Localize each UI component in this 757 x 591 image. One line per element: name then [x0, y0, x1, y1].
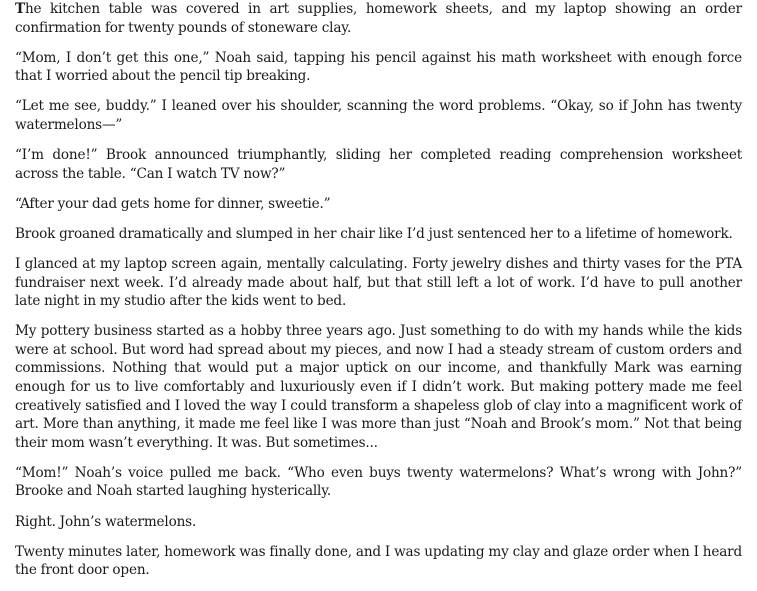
- paragraph-3: “Let me see, buddy.” I leaned over his shoulder, scanning the word problems. “Okay, so if John has twenty watermelons—”: [15, 98, 742, 133]
- paragraph-1-text: he kitchen table was covered in art supplies, homework sheets, and my laptop showing an order confirmation for twenty pounds of stoneware clay.: [15, 1, 742, 36]
- paragraph-8: My pottery business started as a hobby three years ago. Just something to do with my hands while the kids were at school. But word had spread about my pieces, and now I had a steady stream of custom orders and commissions. Nothing that would put a major uptick on our income, and thankfully Mark was earning enough for us to live comfortably and luxuriously even if I didn’t work. But making pottery made me feel creatively satisfied and I loved the way I could transform a shapeless glob of clay into a magnificent work of art. More than anything, it made me feel like I was more than just “Noah and Brook’s mom.” Not that being their mom wasn’t everything. It was. But sometimes...: [15, 323, 742, 451]
- paragraph-2: “Mom, I don’t get this one,” Noah said, tapping his pencil against his math worksheet with enough force that I worried about the pencil tip breaking.: [15, 49, 742, 85]
- drop-letter: T: [15, 1, 25, 17]
- paragraph-4: “I’m done!” Brook announced triumphantly, sliding her completed reading comprehension worksheet across the table. “Can I watch TV now?”: [15, 147, 742, 182]
- paragraph-9: “Mom!” Noah’s voice pulled me back. “Who even buys twenty watermelons? What’s wrong with John?” Brooke and Noah started laughing hysterically.: [15, 464, 742, 500]
- paragraph-5: “After your dad gets home for dinner, sweetie.”: [15, 195, 331, 212]
- paragraph-7: I glanced at my laptop screen again, mentally calculating. Forty jewelry dishes and thirty vases for the PTA fundraiser next week. I’d already made about half, but that still left a lot of work. I’d have to pull another late night in my studio after the kids went to bed.: [15, 255, 742, 310]
- paragraph-10: Right. John’s watermelons.: [15, 513, 197, 530]
- paragraph-11: Twenty minutes later, homework was finally done, and I was updating my clay and glaze order when I heard the front door open.: [15, 543, 742, 579]
- paragraph-6: Brook groaned dramatically and slumped in her chair like I’d just sentenced her to a lifetime of homework.: [15, 225, 733, 242]
- paragraph-1: [15, 0, 742, 37]
- document-page: [15, 0, 742, 591]
